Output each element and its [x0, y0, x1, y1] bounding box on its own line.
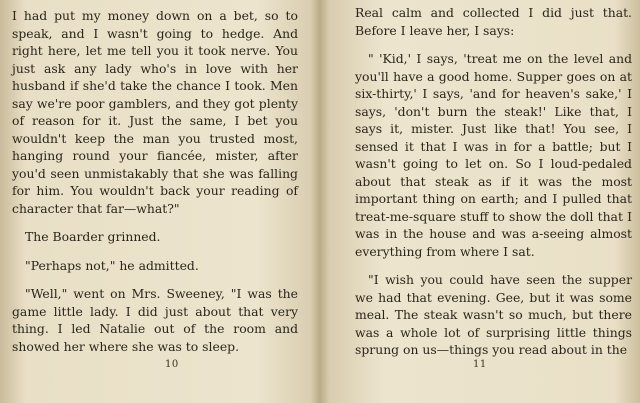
left-page [0, 0, 318, 403]
left-paragraph-1: I had put my money down on a bet, so to speak, and I wasn't going to hedge. And right here, let me tell you it took nerve. You just ask any lady who's in love with her husband if she'd take the chance I took. Men say we're poor gamblers, and they got plenty of reason for it. Just the same, I bet you wouldn't keep the man you trusted most, hanging round your fiancée, mister, after you'd seen unmistakably that she was falling for him. You wouldn't back your reading of character that far—what?" [12, 8, 298, 216]
left-page-text [12, 7, 298, 355]
right-page-text [355, 4, 632, 359]
right-page [322, 0, 640, 403]
left-page-number: 10 [165, 359, 179, 370]
right-paragraph-2: " 'Kid,' I says, 'treat me on the level and you'll have a good home. Supper goes on at six-thirty,' I says, 'and for heaven's sake,' I says, 'don't burn the steak!' Like that, I says it, mister. Just like that! You see, I sensed it that I was in for a battle; but I wasn't going to let on. So I loud-pedaled about that steak as if it was the most important thing on earth; and I pulled that treat-me-square stuff to show the doll that I was in the house and was a-seeing almost everything from where I sat. [355, 51, 632, 259]
right-paragraph-1: Real calm and collected I did just that. Before I leave her, I says: [355, 5, 632, 38]
left-paragraph-3: "Perhaps not," he admitted. [25, 257, 199, 273]
left-paragraph-2: The Boarder grinned. [25, 229, 161, 244]
left-paragraph-4: "Well," went on Mrs. Sweeney, "I was the game little lady. I did just about that very thing. I led Natalie out of the room and showed her where she was to sleep. [12, 286, 298, 354]
right-page-number: 11 [473, 359, 487, 370]
right-paragraph-3: "I wish you could have seen the supper we had that evening. Gee, but it was some meal. The steak wasn't so much, but there was a whole lot of surprising little things sprung on us—things you read about in the [355, 272, 632, 357]
